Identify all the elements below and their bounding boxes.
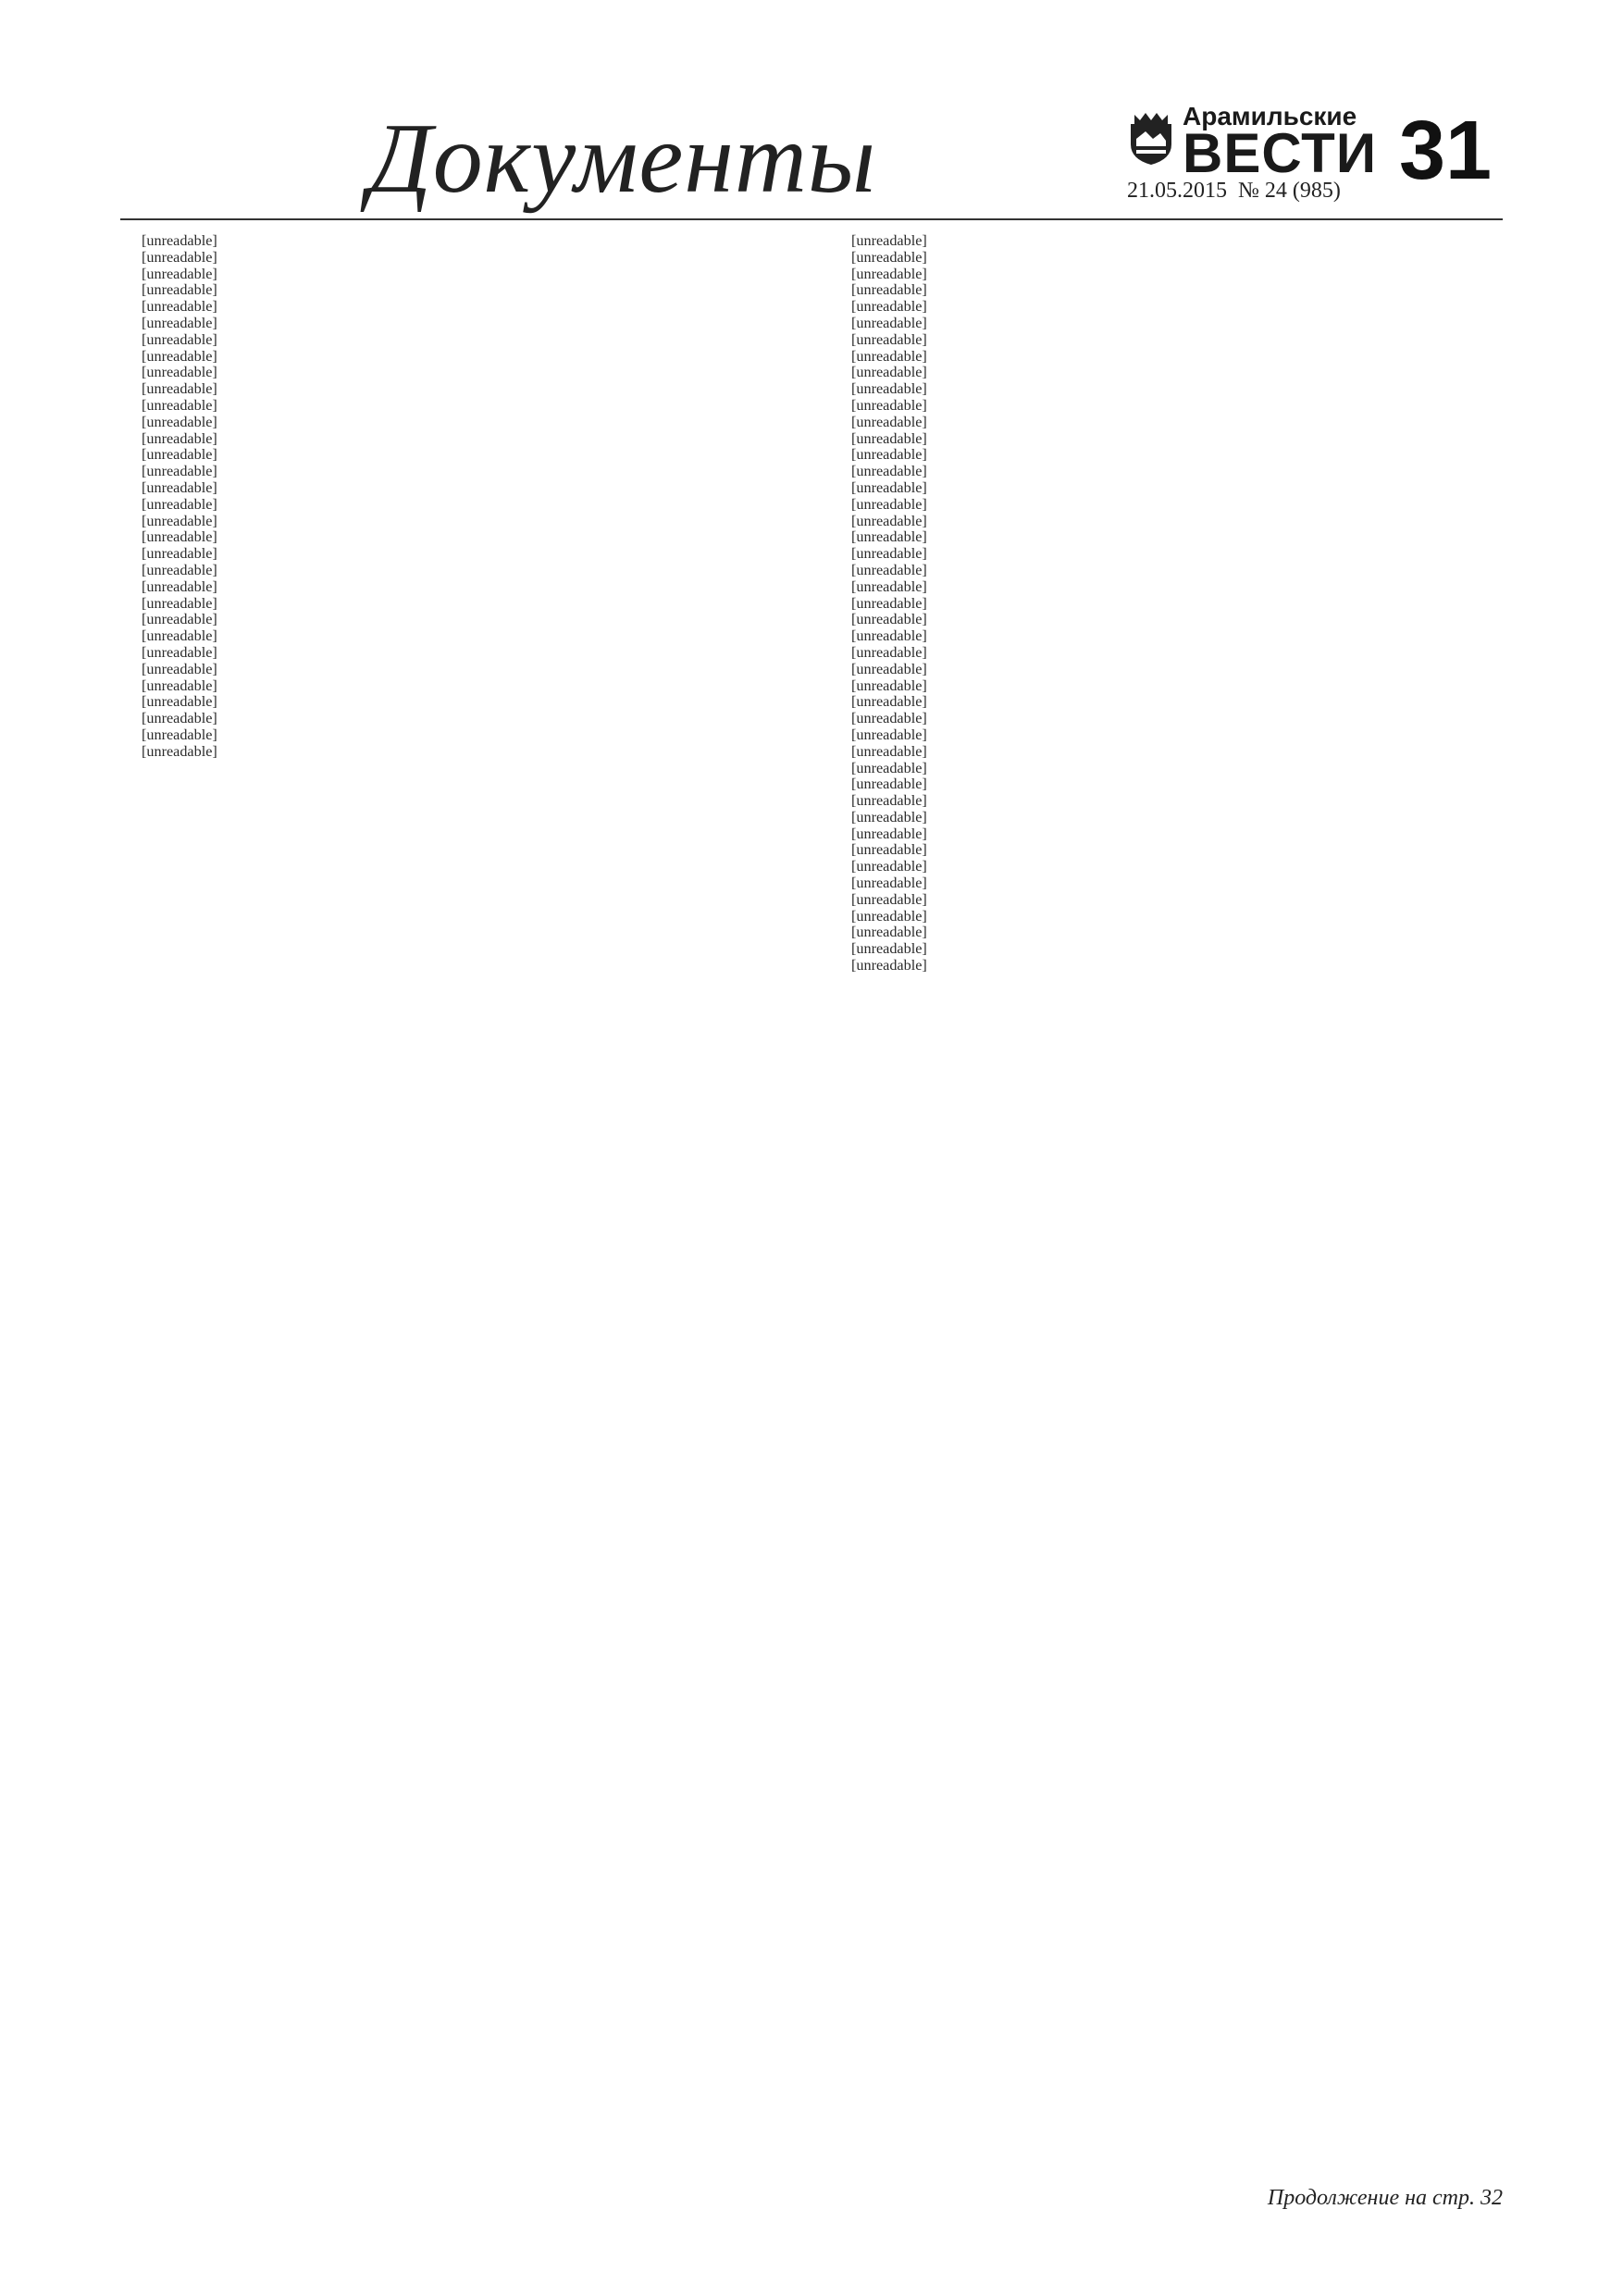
- paragraph: [unreadable]: [142, 463, 217, 480]
- paragraph: [unreadable]: [142, 742, 217, 760]
- paragraph: [unreadable]: [851, 429, 927, 447]
- paragraph: [unreadable]: [851, 446, 927, 464]
- paragraph: [unreadable]: [142, 710, 217, 727]
- paragraph: [unreadable]: [142, 478, 217, 496]
- text-column-left: [119, 233, 792, 761]
- paragraph: [unreadable]: [851, 643, 927, 661]
- paragraph: [unreadable]: [142, 676, 217, 694]
- paragraph: [unreadable]: [851, 759, 927, 776]
- paragraph: [unreadable]: [142, 495, 217, 513]
- paragraph: [unreadable]: [142, 561, 217, 578]
- paragraph: [unreadable]: [851, 577, 927, 595]
- paragraph: [unreadable]: [851, 660, 927, 677]
- issue-date: 21.05.2015: [1127, 179, 1227, 203]
- paragraph: [unreadable]: [851, 808, 927, 825]
- paragraph: [unreadable]: [142, 298, 217, 316]
- paragraph: [unreadable]: [142, 528, 217, 546]
- paragraph: [unreadable]: [142, 413, 217, 430]
- paragraph: [unreadable]: [851, 478, 927, 496]
- paragraph: [unreadable]: [142, 281, 217, 299]
- paragraph: [unreadable]: [851, 907, 927, 925]
- paragraph: [unreadable]: [142, 693, 217, 711]
- issue-info: [1127, 180, 1341, 202]
- paragraph: [unreadable]: [142, 232, 217, 249]
- paragraph: [unreadable]: [851, 347, 927, 365]
- paragraph: [unreadable]: [142, 330, 217, 348]
- paragraph: [unreadable]: [142, 660, 217, 677]
- paragraph: [unreadable]: [142, 545, 217, 563]
- paragraph: [unreadable]: [851, 495, 927, 513]
- paragraph: [unreadable]: [851, 676, 927, 694]
- paragraph: [unreadable]: [142, 446, 217, 464]
- masthead-divider: [120, 218, 1503, 220]
- paragraph: [unreadable]: [142, 627, 217, 645]
- paragraph: [unreadable]: [851, 924, 927, 941]
- paragraph: [unreadable]: [851, 611, 927, 628]
- paragraph: [unreadable]: [851, 726, 927, 743]
- coat-of-arms-icon: [1127, 111, 1175, 167]
- paragraph: [unreadable]: [851, 330, 927, 348]
- continuation-note: Продолжение на стр. 32: [1267, 2186, 1503, 2210]
- paragraph: [unreadable]: [851, 594, 927, 612]
- paragraph: [unreadable]: [851, 776, 927, 793]
- paragraph: [unreadable]: [142, 380, 217, 398]
- paragraph: [unreadable]: [142, 396, 217, 414]
- paragraph: [unreadable]: [851, 693, 927, 711]
- paragraph: [unreadable]: [851, 545, 927, 563]
- paragraph: [unreadable]: [851, 561, 927, 578]
- paragraph: [unreadable]: [851, 710, 927, 727]
- paragraph: [unreadable]: [851, 314, 927, 331]
- paragraph: [unreadable]: [851, 298, 927, 316]
- page-number: 31: [1399, 105, 1493, 197]
- paragraph: [unreadable]: [851, 396, 927, 414]
- paragraph: [unreadable]: [142, 364, 217, 381]
- paragraph: [unreadable]: [851, 512, 927, 529]
- masthead: [0, 0, 1623, 230]
- paragraph: [unreadable]: [851, 875, 927, 892]
- paragraph: [unreadable]: [851, 463, 927, 480]
- paragraph: [unreadable]: [851, 627, 927, 645]
- paragraph: [unreadable]: [142, 726, 217, 743]
- paragraph: [unreadable]: [142, 512, 217, 529]
- paragraph: [unreadable]: [851, 232, 927, 249]
- paragraph: [unreadable]: [851, 841, 927, 859]
- paragraph: [unreadable]: [851, 957, 927, 974]
- logo-top-text: Арамильские: [1183, 102, 1357, 130]
- paragraph: [unreadable]: [142, 643, 217, 661]
- paragraph: [unreadable]: [851, 940, 927, 958]
- paragraph: [unreadable]: [142, 265, 217, 282]
- paragraph: [unreadable]: [851, 413, 927, 430]
- paragraph: [unreadable]: [851, 890, 927, 908]
- paragraph: [unreadable]: [142, 429, 217, 447]
- paragraph: [unreadable]: [142, 594, 217, 612]
- paragraph: [unreadable]: [142, 611, 217, 628]
- logo-main-text: ВЕСТИ: [1183, 122, 1377, 184]
- section-title: Документы: [368, 104, 877, 214]
- paragraph: [unreadable]: [851, 742, 927, 760]
- paragraph: [unreadable]: [851, 858, 927, 875]
- paragraph: [unreadable]: [851, 364, 927, 381]
- issue-number: № 24 (985): [1238, 179, 1341, 203]
- paragraph: [unreadable]: [851, 380, 927, 398]
- paragraph: [unreadable]: [142, 314, 217, 331]
- paragraph: [unreadable]: [851, 281, 927, 299]
- paragraph: [unreadable]: [851, 825, 927, 842]
- paragraph: [unreadable]: [142, 577, 217, 595]
- paragraph: [unreadable]: [851, 792, 927, 810]
- paragraph: [unreadable]: [851, 265, 927, 282]
- text-column-right: [829, 233, 1502, 974]
- paragraph: [unreadable]: [142, 248, 217, 266]
- paragraph: [unreadable]: [851, 528, 927, 546]
- paragraph: [unreadable]: [851, 248, 927, 266]
- paragraph: [unreadable]: [142, 347, 217, 365]
